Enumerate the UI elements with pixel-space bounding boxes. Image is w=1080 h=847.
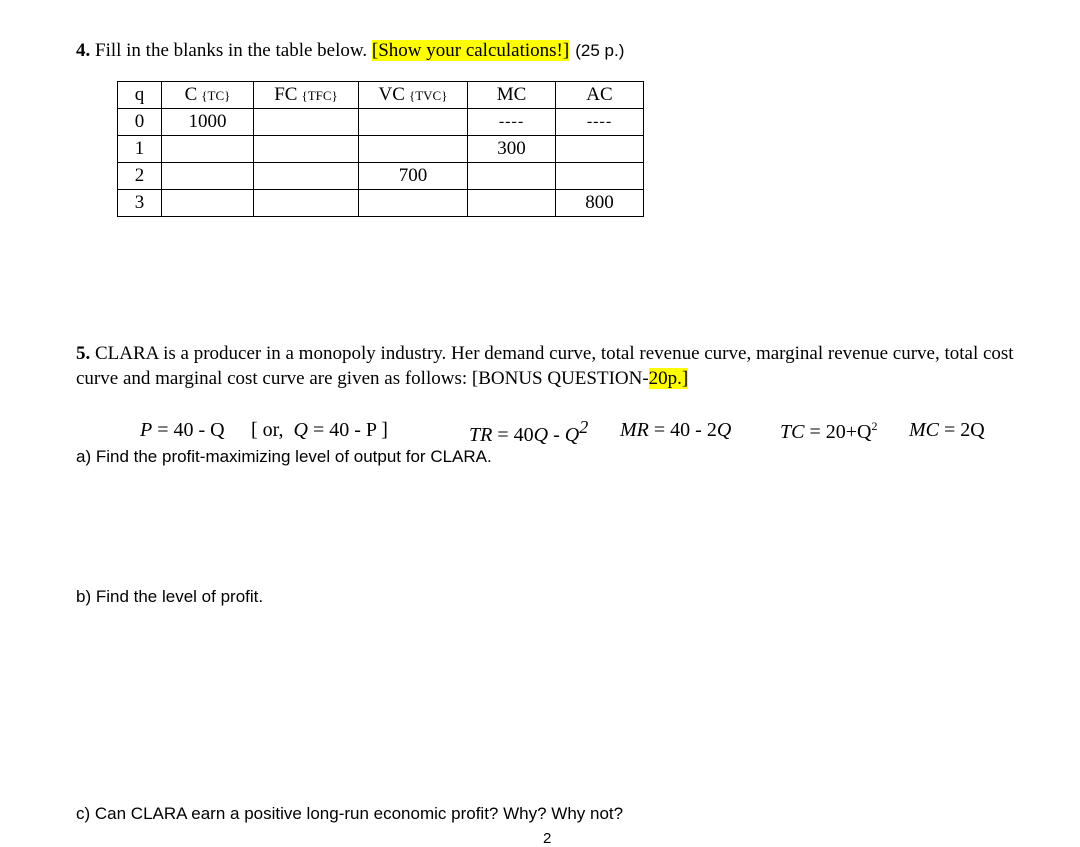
table-header-row: [118, 82, 644, 109]
total-revenue-equation: TR = 40Q - Q2: [469, 417, 589, 446]
marginal-cost-equation: MC = 2Q: [909, 419, 985, 441]
header-q: q: [118, 82, 162, 109]
table-cell: 300: [468, 136, 556, 163]
table-cell: [359, 109, 468, 136]
page-number: 2: [543, 830, 552, 847]
question-5b: b) Find the level of profit.: [76, 587, 264, 606]
question-5a: a) Find the profit-maximizing level of output for CLARA.: [76, 447, 492, 466]
header-ac: AC: [556, 82, 644, 109]
show-calculations-highlight: [Show your calculations!]: [371, 40, 570, 61]
question-5c: c) Can CLARA earn a positive long-run economic profit? Why? Why not?: [76, 804, 624, 823]
table-row: [118, 136, 644, 163]
table-cell: 3: [118, 190, 162, 217]
header-c: C {TC}: [162, 82, 254, 109]
header-mc: MC: [468, 82, 556, 109]
table-cell: 700: [359, 163, 468, 190]
header-fc: FC {TFC}: [254, 82, 359, 109]
table-row: [118, 190, 644, 217]
question-4-text: Fill in the blanks in the table below.: [90, 40, 372, 61]
table-cell: [254, 163, 359, 190]
table-cell: [162, 190, 254, 217]
cost-table: [117, 81, 644, 217]
question-5-text: [76, 341, 1021, 391]
table-cell: 800: [556, 190, 644, 217]
table-cell: [254, 190, 359, 217]
marginal-revenue-equation: MR = 40 - 2Q: [620, 419, 732, 441]
table-cell: [468, 163, 556, 190]
question-4-points: (25 p.): [575, 41, 625, 60]
table-row: [118, 109, 644, 136]
table-cell: [556, 163, 644, 190]
table-cell: [556, 136, 644, 163]
header-vc: VC {TVC}: [359, 82, 468, 109]
question-4-heading: [76, 40, 624, 62]
question-5-number: 5.: [76, 343, 91, 364]
bonus-points-highlight: 20p.]: [648, 368, 689, 389]
demand-equation: P = 40 - Q: [140, 419, 225, 441]
total-cost-equation: TC = $20+Q^2$: [780, 419, 878, 443]
table-cell: [468, 190, 556, 217]
table-cell: [254, 136, 359, 163]
table-cell: [359, 136, 468, 163]
table-cell: [162, 163, 254, 190]
table-cell: ----: [556, 109, 644, 136]
table-cell: 0: [118, 109, 162, 136]
table-cell: 2: [118, 163, 162, 190]
table-cell: 1000: [162, 109, 254, 136]
table-cell: 1: [118, 136, 162, 163]
demand-alt-equation: [ or, Q = 40 - P ]: [251, 419, 388, 441]
question-5-body: CLARA is a producer in a monopoly industry. Her demand curve, total revenue curve, marginal revenue curve, total cost curve and marginal cost curve are given as follows: [BONUS QUESTION-: [76, 343, 1014, 389]
table-cell: ----: [468, 109, 556, 136]
table-cell: [162, 136, 254, 163]
table-cell: [254, 109, 359, 136]
table-row: [118, 163, 644, 190]
table-cell: [359, 190, 468, 217]
question-4-number: 4.: [76, 40, 91, 61]
